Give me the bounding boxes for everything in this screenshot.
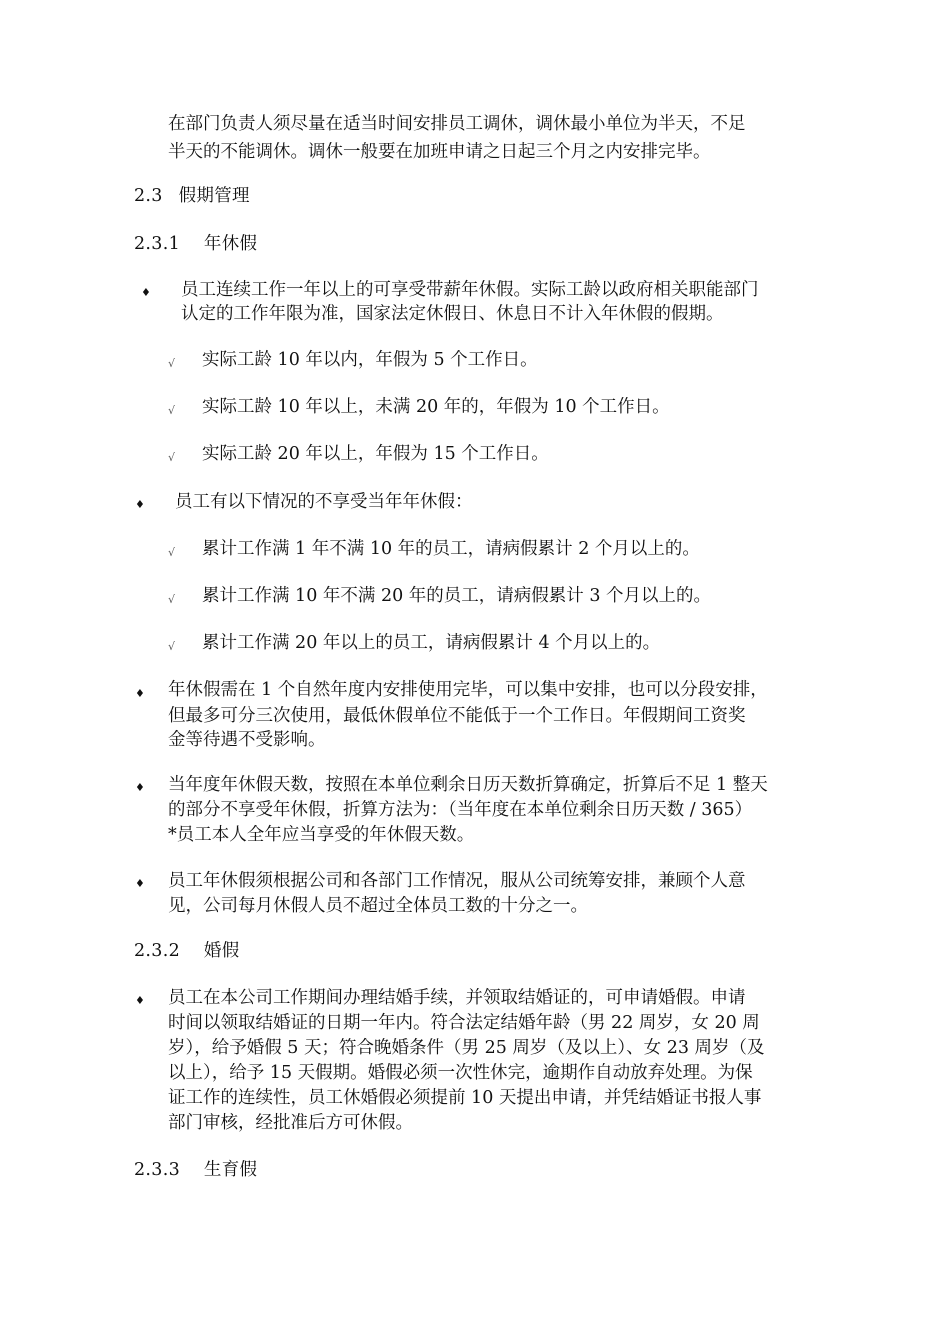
marriage-item1-line-4: 以上），给予 15 天假期。婚假必须一次性休完，逾期作自动放弃处理。为保 (168, 1063, 753, 1083)
marriage-item1-line-3: 岁），给予婚假 5 天；符合晚婚条件（男 25 周岁（及以上）、女 23 周岁（及 (168, 1038, 765, 1058)
section-title: 生育假 (203, 1160, 258, 1180)
intro-line-1: 在部门负责人须尽量在适当时间安排员工调休，调休最小单位为半天，不足 (168, 114, 746, 134)
annual-item3-line-1: 年休假需在 1 个自然年度内安排使用完毕，可以集中安排，也可以分段安排， (168, 680, 768, 700)
annual-item2-line-1: 员工有以下情况的不享受当年年休假： (175, 492, 473, 512)
bullet-icon: ♦ (135, 994, 145, 1007)
section-number: 2.3.1 (134, 234, 181, 254)
section-heading-2-3-2 (134, 941, 240, 961)
annual-item4-line-3: *员工本人全年应当享受的年休假天数。 (168, 825, 475, 845)
check-icon: √ (168, 357, 176, 370)
annual-item3-line-2: 但最多可分三次使用，最低休假单位不能低于一个工作日。年假期间工资奖 (168, 706, 746, 726)
annual-item1-line-1: 员工连续工作一年以上的可享受带薪年休假。实际工龄以政府相关职能部门 (181, 280, 759, 300)
bullet-icon: ♦ (135, 687, 145, 700)
section-title: 年休假 (203, 234, 258, 254)
section-heading-2-3-3 (134, 1160, 257, 1180)
check-icon: √ (168, 451, 176, 464)
bullet-icon: ♦ (135, 498, 145, 511)
annual-item2-sub-1: 累计工作满 1 年不满 10 年的员工，请病假累计 2 个月以上的。 (202, 539, 700, 559)
annual-item3-line-3: 金等待遇不受影响。 (168, 730, 326, 750)
annual-item2-sub-2: 累计工作满 10 年不满 20 年的员工，请病假累计 3 个月以上的。 (202, 586, 712, 606)
annual-item5-line-2: 见，公司每月休假人员不超过全体员工数的十分之一。 (168, 896, 588, 916)
marriage-item1-line-6: 部门审核，经批准后方可休假。 (168, 1113, 413, 1133)
intro-line-2: 半天的不能调休。调休一般要在加班申请之日起三个月之内安排完毕。 (168, 142, 711, 162)
marriage-item1-line-5: 证工作的连续性，员工休婚假必须提前 10 天提出申请，并凭结婚证书报人事 (168, 1088, 762, 1108)
check-icon: √ (168, 404, 176, 417)
section-title: 假期管理 (178, 186, 250, 206)
annual-item4-line-2: 的部分不享受年休假，折算方法为：（当年度在本单位剩余日历天数 / 365） (168, 800, 753, 820)
marriage-item1-line-1: 员工在本公司工作期间办理结婚手续，并领取结婚证的，可申请婚假。申请 (168, 988, 746, 1008)
check-icon: √ (168, 593, 176, 606)
check-icon: √ (168, 640, 176, 653)
check-icon: √ (168, 546, 176, 559)
section-heading-2-3 (134, 186, 250, 206)
section-number: 2.3.2 (134, 941, 181, 961)
annual-item1-line-2: 认定的工作年限为准，国家法定休假日、休息日不计入年休假的假期。 (181, 304, 724, 324)
annual-item1-sub-1: 实际工龄 10 年以内，年假为 5 个工作日。 (202, 350, 538, 370)
section-number: 2.3 (134, 186, 163, 206)
annual-item5-line-1: 员工年休假须根据公司和各部门工作情况，服从公司统筹安排，兼顾个人意 (168, 871, 746, 891)
annual-item4-line-1: 当年度年休假天数，按照在本单位剩余日历天数折算确定，折算后不足 1 整天 (168, 775, 768, 795)
bullet-icon: ♦ (141, 286, 151, 299)
section-heading-2-3-1 (134, 234, 257, 254)
section-title: 婚假 (203, 941, 240, 961)
marriage-item1-line-2: 时间以领取结婚证的日期一年内。符合法定结婚年龄（男 22 周岁，女 20 周 (168, 1013, 760, 1033)
section-number: 2.3.3 (134, 1160, 181, 1180)
annual-item1-sub-2: 实际工龄 10 年以上，未满 20 年的，年假为 10 个工作日。 (202, 397, 670, 417)
annual-item2-sub-3: 累计工作满 20 年以上的员工，请病假累计 4 个月以上的。 (202, 633, 661, 653)
bullet-icon: ♦ (135, 877, 145, 890)
bullet-icon: ♦ (135, 781, 145, 794)
annual-item1-sub-3: 实际工龄 20 年以上，年假为 15 个工作日。 (202, 444, 549, 464)
